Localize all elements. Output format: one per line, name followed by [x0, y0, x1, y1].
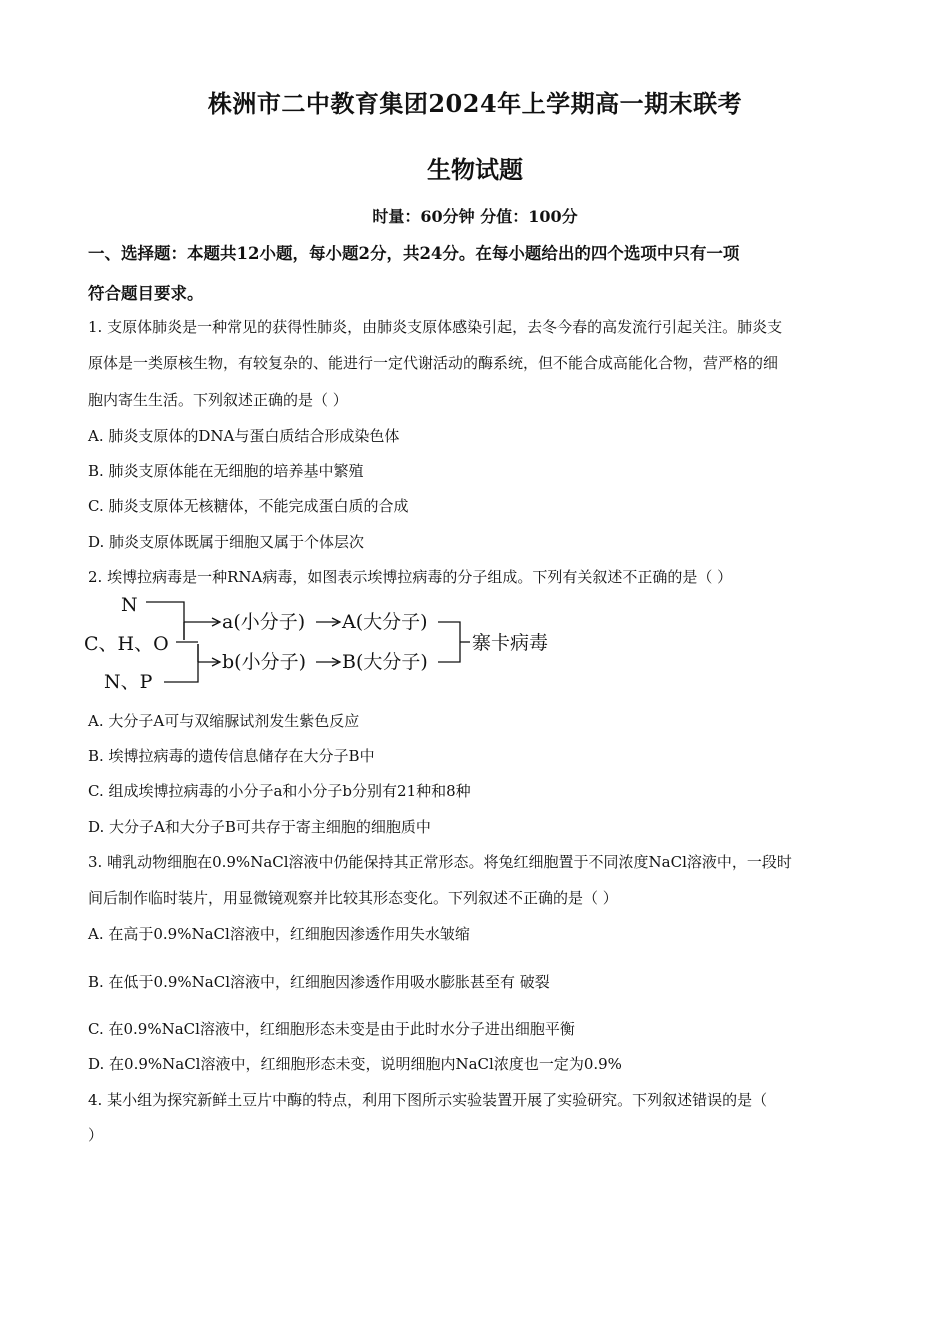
diagram-virus-label: 寨卡病毒 [472, 632, 549, 654]
diagram-small-molecule-a: a(小分子) [222, 611, 306, 633]
diagram-bracket-bottom [164, 644, 198, 682]
molecular-composition-diagram [84, 592, 584, 698]
diagram-bracket-right [438, 622, 460, 662]
section-heading-line-2: 符合题目要求。 [88, 284, 204, 303]
q1-stem-line-2: 原体是一类原核生物，有较复杂的、能进行一定代谢活动的酶系统，但不能合成高能化合物，营严格的细 [88, 354, 779, 372]
diagram-macro-molecule-B: B(大分子) [342, 651, 428, 673]
q1-option-a: A. 肺炎支原体的DNA与蛋白质结合形成染色体 [88, 427, 400, 445]
diagram-label-n: N [121, 594, 138, 616]
q2-option-d: D. 大分子A和大分子B可共存于寄主细胞的细胞质中 [88, 818, 431, 836]
q4-stem-line-2: ） [88, 1126, 104, 1144]
diagram-macro-molecule-A: A(大分子) [342, 611, 428, 633]
q2-stem-line-1: 2. 埃博拉病毒是一种RNA病毒，如图表示埃博拉病毒的分子组成。下列有关叙述不正确的是（ ） [88, 568, 733, 586]
q2-option-c: C. 组成埃博拉病毒的小分子a和小分子b分别有21种和8种 [88, 782, 471, 800]
diagram-small-molecule-b: b(小分子) [222, 651, 306, 673]
q3-stem-line-2: 间后制作临时装片，用显微镜观察并比较其形态变化。下列叙述不正确的是（ ） [88, 889, 618, 907]
q2-option-b: B. 埃博拉病毒的遗传信息储存在大分子B中 [88, 747, 375, 765]
q3-option-b: B. 在低于0.9%NaCl溶液中，红细胞因渗透作用吸水膨胀甚至有 破裂 [88, 973, 550, 991]
q3-option-a: A. 在高于0.9%NaCl溶液中，红细胞因渗透作用失水皱缩 [88, 925, 470, 943]
q4-stem-line-1: 4. 某小组为探究新鲜土豆片中酶的特点，利用下图所示实验装置开展了实验研究。下列叙述错误的是（ [88, 1091, 768, 1109]
section-heading-line-1: 一、选择题：本题共12小题，每小题2分，共24分。在每小题给出的四个选项中只有一项 [88, 244, 740, 263]
q3-option-d: D. 在0.9%NaCl溶液中，红细胞形态未变，说明细胞内NaCl浓度也一定为0.9% [88, 1055, 622, 1073]
q1-option-c: C. 肺炎支原体无核糖体，不能完成蛋白质的合成 [88, 497, 409, 515]
q3-option-c: C. 在0.9%NaCl溶液中，红细胞形态未变是由于此时水分子进出细胞平衡 [88, 1020, 575, 1038]
diagram-label-cho: C、H、O [84, 633, 169, 655]
q1-stem-line-3: 胞内寄生生活。下列叙述正确的是（ ） [88, 391, 348, 409]
exam-subject: 生物试题 [427, 155, 523, 184]
q1-option-d: D. 肺炎支原体既属于细胞又属于个体层次 [88, 533, 365, 551]
q2-option-a: A. 大分子A可与双缩脲试剂发生紫色反应 [88, 712, 360, 730]
exam-title: 株洲市二中教育集团2024年上学期高一期末联考 [207, 89, 743, 118]
q3-stem-line-1: 3. 哺乳动物细胞在0.9%NaCl溶液中仍能保持其正常形态。将兔红细胞置于不同浓度NaCl溶液中，一段时 [88, 853, 792, 871]
q1-option-b: B. 肺炎支原体能在无细胞的培养基中繁殖 [88, 462, 364, 480]
exam-meta: 时量：60分钟 分值：100分 [372, 207, 578, 226]
q1-stem-line-1: 1. 支原体肺炎是一种常见的获得性肺炎，由肺炎支原体感染引起，去冬今春的高发流行引起关注。肺炎支 [88, 318, 783, 336]
diagram-label-np: N、P [104, 671, 153, 693]
